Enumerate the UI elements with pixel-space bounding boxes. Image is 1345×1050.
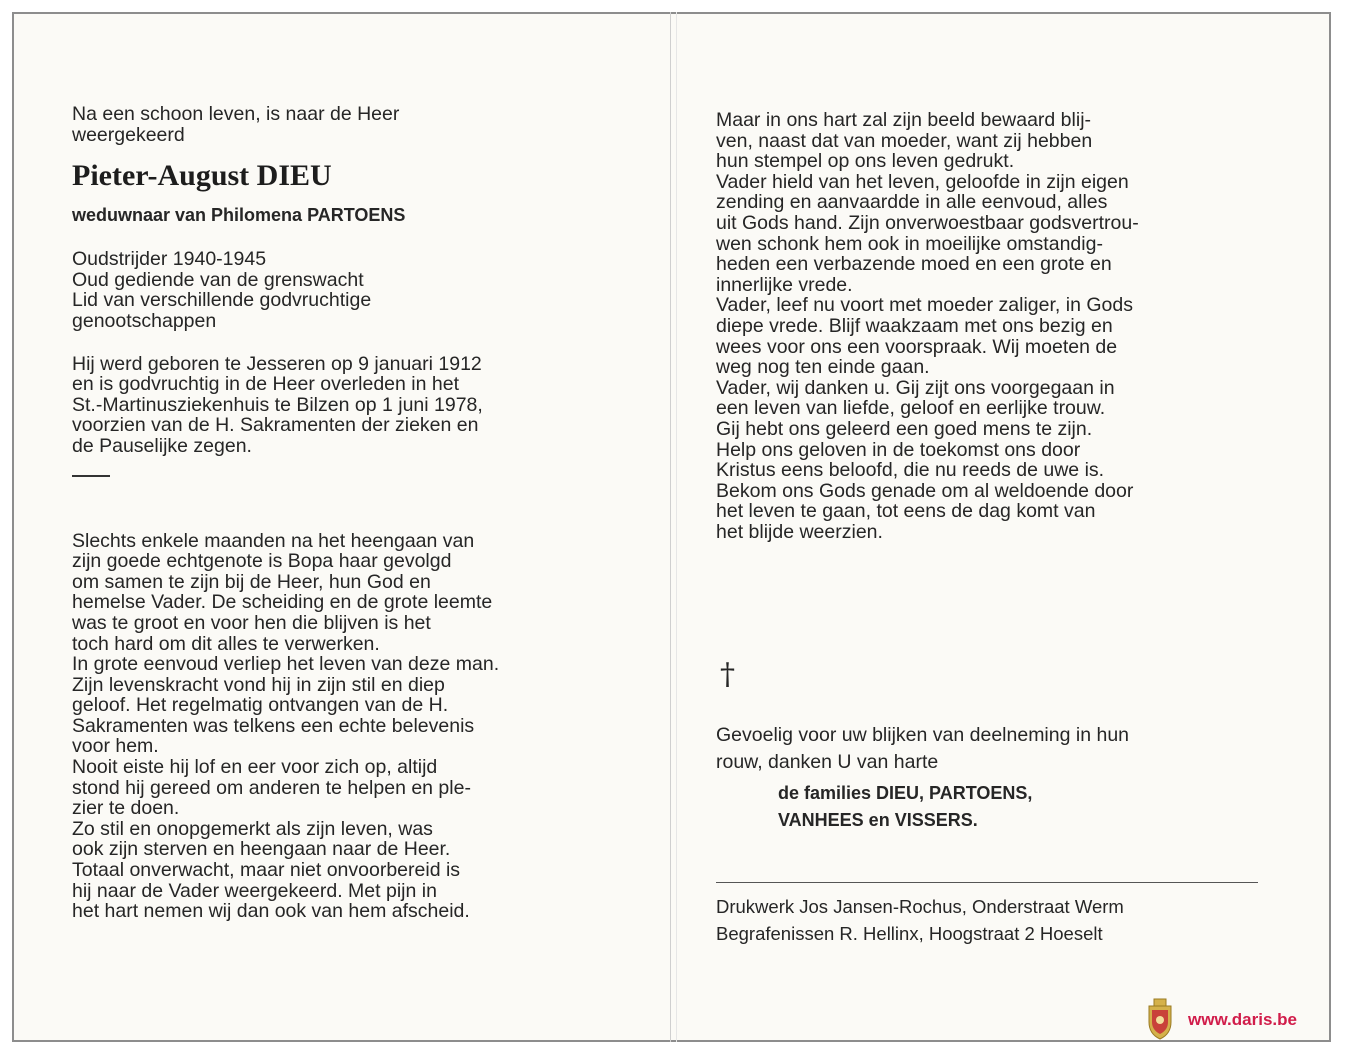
text-line: hemelse Vader. De scheiding en de grote leemte [72, 591, 493, 614]
printer-info [716, 893, 1276, 947]
intro-line: weergekeerd [72, 123, 185, 146]
text-line: uit Gods hand. Zijn onverwoestbaar godsvertrou- [716, 211, 1139, 234]
families-line: VANHEES en VISSERS. [778, 810, 978, 831]
right-page [716, 110, 1276, 947]
left-page [72, 104, 632, 922]
titles [72, 249, 632, 331]
text-line: heden een verbazende moed en een grote en [716, 253, 1112, 276]
printer-line: Drukwerk Jos Jansen-Rochus, Onderstraat Werm [716, 896, 1124, 918]
text-line: Nooit eiste hij lof en eer voor zich op, altijd [72, 756, 438, 779]
title-line: Lid van verschillende godvruchtige [72, 289, 372, 312]
text-line: geloof. Het regelmatig ontvangen van de H. [72, 694, 449, 717]
text-line: een leven van liefde, geloof en eerlijke trouw. [716, 397, 1106, 420]
separator-dash [72, 475, 110, 477]
birth-death-info [72, 354, 632, 457]
text-line: Maar in ons hart zal zijn beeld bewaard blij- [716, 109, 1092, 131]
text-line: Bekom ons Gods genade om al weldoende door [716, 479, 1134, 502]
text-line: innerlijke vrede. [716, 273, 853, 296]
text-line: In grote eenvoud verliep het leven van deze man. [72, 653, 500, 676]
divider [716, 882, 1258, 883]
text-line: wen schonk hem ook in moeilijke omstandig- [716, 232, 1103, 255]
text-line: ven, naast dat van moeder, want zij hebben [716, 129, 1093, 152]
text-line: Help ons geloven in de toekomst ons door [716, 438, 1081, 461]
text-line: Kristus eens beloofd, die nu reeds de uwe is. [716, 459, 1105, 482]
text-line: het leven te gaan, tot eens de dag komt van [716, 500, 1096, 523]
birth-line: voorzien van de H. Sakramenten der zieken en [72, 414, 479, 437]
text-line: hun stempel op ons leven gedrukt. [716, 150, 1015, 173]
card-fold-line [670, 12, 671, 1042]
text-line: Zijn levenskracht vond hij in zijn stil en diep [72, 673, 445, 696]
families [778, 780, 1276, 834]
text-line: hij naar de Vader weergekeerd. Met pijn in [72, 879, 437, 902]
text-line: toch hard om dit alles te verwerken. [72, 632, 380, 655]
intro-line: Na een schoon leven, is naar de Heer [72, 103, 400, 125]
title-line: genootschappen [72, 309, 217, 332]
text-line: het blijde weerzien. [716, 520, 883, 543]
birth-line: St.-Martinusziekenhuis te Bilzen op 1 juni 1978, [72, 393, 483, 416]
text-line: diepe vrede. Blijf waakzaam met ons bezig en [716, 314, 1113, 337]
thanks-line: rouw, danken U van harte [716, 751, 939, 774]
card-fold-shadow [676, 12, 677, 1042]
text-line: Sakramenten was telkens een echte belevenis [72, 714, 475, 737]
text-line: Vader, wij danken u. Gij zijt ons voorgegaan in [716, 376, 1115, 399]
birth-line: de Pauselijke zegen. [72, 434, 252, 457]
text-line: Zo stil en onopgemerkt als zijn leven, was [72, 817, 433, 840]
title-line: Oud gediende van de grenswacht [72, 268, 364, 291]
text-line: weg nog ten einde gaan. [716, 356, 930, 379]
text-line: zijn goede echtgenote is Bopa haar gevolgd [72, 550, 452, 573]
text-line: Vader, leef nu voort met moeder zaliger, in Gods [716, 294, 1133, 317]
thanks-line: Gevoelig voor uw blijken van deelneming in hun [716, 724, 1130, 747]
text-line: zending en aanvaardde in alle eenvoud, alles [716, 191, 1108, 214]
text-line: Vader hield van het leven, geloofde in zijn eigen [716, 170, 1129, 193]
title-line: Oudstrijder 1940-1945 [72, 248, 267, 271]
text-line: stond hij gereed om anderen te helpen en ple- [72, 776, 471, 799]
birth-line: Hij werd geboren te Jesseren op 9 januari 1912 [72, 352, 482, 375]
text-line: ook zijn sterven en heengaan naar de Heer. [72, 838, 451, 861]
text-line: was te groot en voor hen die blijven is het [72, 611, 431, 634]
text-line: zier te doen. [72, 797, 180, 820]
undertaker-line: Begrafenissen R. Hellinx, Hoogstraat 2 Hoeselt [716, 923, 1103, 945]
thanks [716, 722, 1276, 776]
text-line: Slechts enkele maanden na het heengaan van [72, 529, 475, 552]
left-body-text [72, 531, 632, 922]
families-line: de families DIEU, PARTOENS, [778, 783, 1033, 804]
widower-line: weduwnaar van Philomena PARTOENS [72, 205, 406, 226]
crest-logo-icon [1145, 996, 1175, 1040]
text-line: Totaal onverwacht, maar niet onvoorbereid is [72, 859, 461, 882]
intro [72, 104, 632, 145]
text-line: Gij hebt ons geleerd een goed mens te zijn. [716, 417, 1093, 440]
birth-line: en is godvruchtig in de Heer overleden in het [72, 373, 459, 396]
text-line: het hart nemen wij dan ook van hem afscheid. [72, 900, 470, 923]
text-line: wees voor ons een voorspraak. Wij moeten de [716, 335, 1118, 358]
right-body-text [716, 110, 1276, 542]
text-line: voor hem. [72, 735, 159, 758]
deceased-name: Pieter-August DIEU [72, 159, 332, 193]
text-line: om samen te zijn bij de Heer, hun God en [72, 570, 431, 593]
cross-icon: † [720, 657, 735, 693]
watermark-site[interactable]: www.daris.be [1188, 1010, 1297, 1029]
